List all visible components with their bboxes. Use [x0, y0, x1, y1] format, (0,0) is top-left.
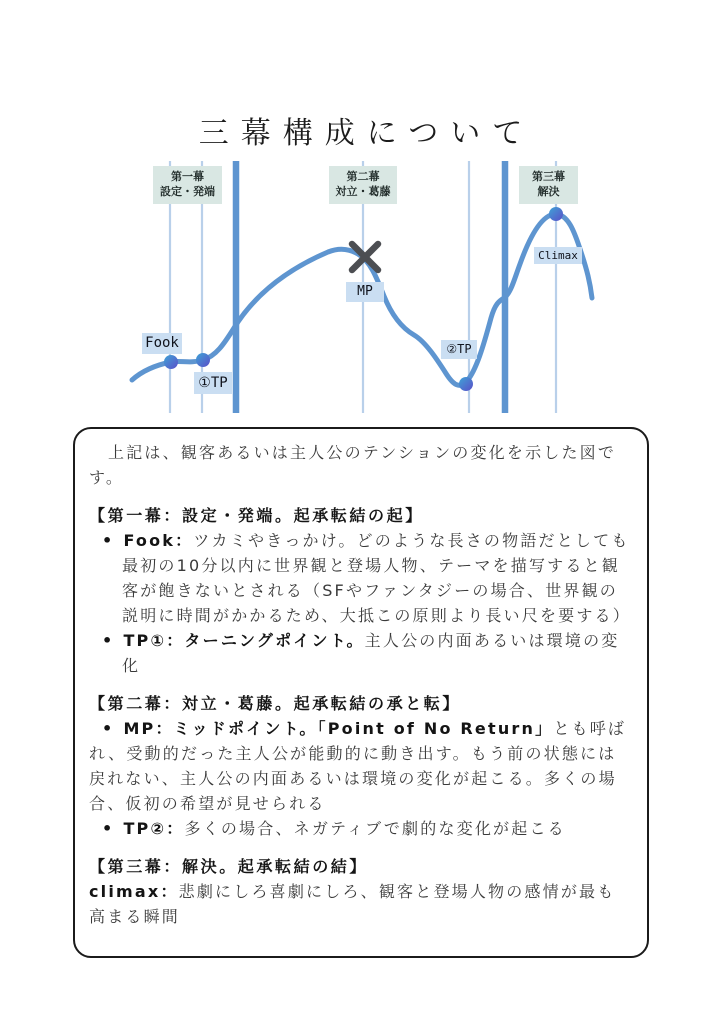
act3-heading: 【第三幕：解決。起承転結の結】 — [89, 857, 369, 876]
midpoint-x-icon — [352, 244, 378, 270]
midpoint-bullet-item — [89, 716, 633, 816]
act3-section — [89, 854, 633, 929]
midpoint-label: MP — [346, 282, 384, 302]
bullet-icon: • — [102, 719, 115, 738]
act3-subtitle: 解決 — [537, 184, 560, 198]
notes-box — [73, 427, 649, 958]
tp2-bullet-item — [89, 816, 633, 841]
climax-dot — [549, 207, 563, 221]
tp1-bullet-item — [89, 628, 633, 678]
midpoint-term: MP：ミッドポイント。「Point of No Return」 — [123, 719, 554, 738]
act1-heading: 【第一幕：設定・発端。起承転結の起】 — [89, 506, 424, 525]
act2-subtitle: 対立・葛藤 — [335, 184, 391, 198]
act2-name: 第二幕 — [346, 170, 380, 183]
act1-section — [89, 503, 633, 678]
tension-diagram — [120, 158, 612, 420]
tp1-description: 主人公の内面あるいは環境の変化 — [122, 631, 620, 675]
tp2-description: 多くの場合、ネガティブで劇的な変化が起こる — [184, 819, 566, 838]
bullet-icon: • — [102, 531, 115, 550]
tp1-dot — [196, 353, 210, 367]
bullet-icon: • — [102, 819, 115, 838]
tp1-term: TP①：ターニングポイント。 — [123, 631, 365, 650]
tp2-label: ②TP — [441, 340, 477, 359]
intro-text: 上記は、観客あるいは主人公のテンションの変化を示した図です。 — [89, 443, 617, 487]
hook-bullet-item — [89, 528, 633, 628]
bullet-icon: • — [102, 631, 115, 650]
act1-header — [153, 166, 222, 204]
climax-description: 悲劇にしろ喜劇にしろ、観客と登場人物の感情が最も高まる瞬間 — [89, 882, 616, 926]
hook-label: Fook — [142, 333, 182, 354]
hook-description: ツカミやきっかけ。どのような長さの物語だとしても最初の10分以内に世界観と登場人物、テーマを描写すると観客が飽きないとされる（SFやファンタジーの場合、世界観の説明に時間がかかるため、大抵この原則より長い尺を要する） — [122, 531, 631, 625]
act1-subtitle: 設定・発端 — [160, 184, 215, 198]
page-title: 三幕構成について — [198, 116, 535, 151]
tp2-dot — [459, 377, 473, 391]
tp2-term: TP②： — [123, 819, 185, 838]
climax-term: climax： — [89, 882, 179, 901]
act2-header — [329, 166, 397, 204]
act1-name: 第一幕 — [171, 170, 204, 183]
climax-label: Climax — [534, 247, 582, 264]
hook-dot — [164, 355, 178, 369]
act3-name: 第三幕 — [532, 170, 565, 183]
act2-heading: 【第二幕：対立・葛藤。起承転結の承と転】 — [89, 694, 462, 713]
act3-header — [519, 166, 578, 204]
midpoint-description: とも呼ばれ、受動的だった主人公が能動的に動き出す。もう前の状態には戻れない、主人公の内面あるいは環境の変化が起こる。多くの場合、仮初の希望が見せられる — [89, 719, 627, 813]
climax-item — [89, 879, 633, 929]
tp1-label: ①TP — [194, 372, 232, 394]
hook-term: Fook： — [123, 531, 194, 550]
act2-section — [89, 691, 633, 841]
